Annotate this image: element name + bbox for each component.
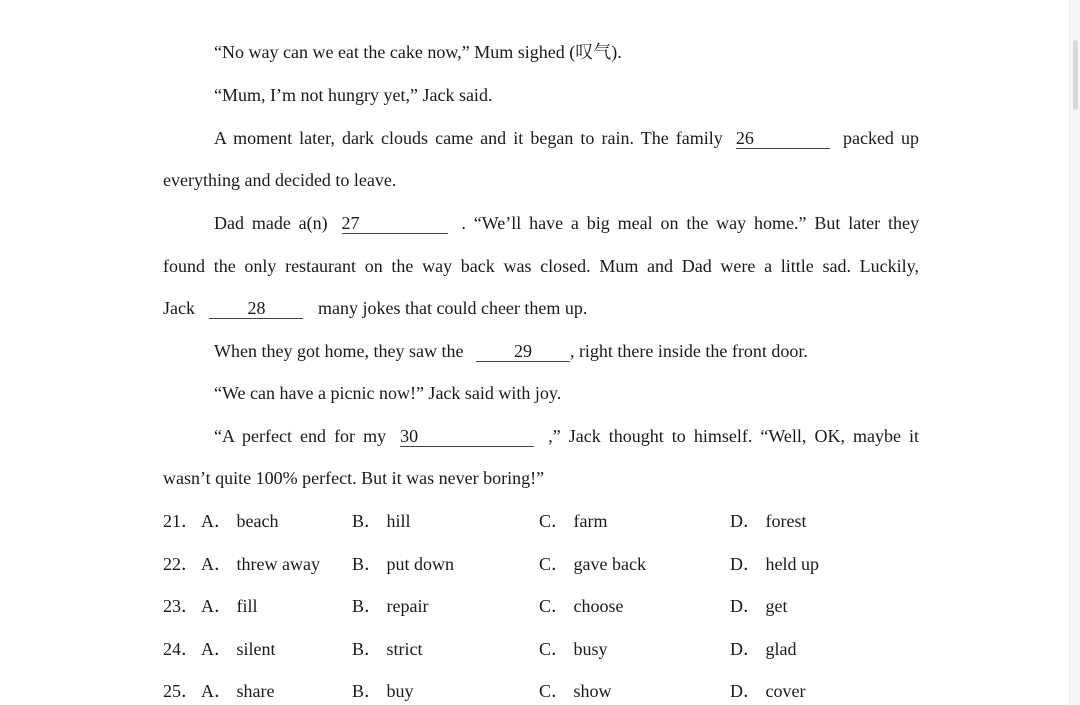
- passage-text: “A perfect end for my: [214, 426, 387, 446]
- passage-text: everything and decided to leave.: [163, 170, 397, 190]
- option-b: B． repair: [352, 596, 429, 616]
- option-d: D． forest: [730, 511, 807, 531]
- passage-text: many jokes that could cheer them up.: [317, 298, 588, 318]
- passage-text: “Mum, I’m not hungry yet,” Jack said.: [214, 85, 493, 105]
- passage-line: [214, 127, 919, 149]
- blank-29: 29: [476, 341, 570, 362]
- option-c: C． farm: [539, 511, 608, 531]
- option-c: C． choose: [539, 596, 624, 616]
- question-number: 24．: [163, 639, 199, 659]
- question-22: [163, 552, 863, 576]
- passage-line: [214, 382, 919, 404]
- passage-text: . “We’ll have a big meal on the way home.” But later they: [461, 213, 920, 233]
- question-number: 25．: [163, 681, 199, 701]
- option-d: D． get: [730, 596, 788, 616]
- scrollbar-thumb[interactable]: [1073, 40, 1078, 110]
- passage-text: found the only restaurant on the way back was closed. Mum and Dad were a little sad. Luckily,: [163, 256, 919, 276]
- question-number: 22．: [163, 554, 199, 574]
- blank-30: 30: [400, 426, 534, 447]
- vertical-scrollbar[interactable]: [1069, 0, 1080, 705]
- passage-line: [163, 467, 919, 489]
- passage-text: , right there inside the front door.: [569, 341, 808, 361]
- passage-line: [214, 84, 919, 106]
- passage-text: packed up: [842, 128, 920, 148]
- passage-line: [163, 255, 919, 277]
- passage-text: A moment later, dark clouds came and it began to rain. The family: [214, 128, 723, 148]
- blank-26: 26: [736, 128, 830, 149]
- option-a: A． fill: [201, 596, 258, 616]
- option-c: C． busy: [539, 639, 608, 659]
- blank-27: 27: [342, 213, 448, 234]
- passage-line: [163, 297, 919, 319]
- passage-text: Dad made a(n): [214, 213, 328, 233]
- question-23: [163, 594, 863, 618]
- passage-text: When they got home, they saw the: [214, 341, 464, 361]
- passage-text: ,” Jack thought to himself. “Well, OK, maybe it: [548, 426, 920, 446]
- passage-text: Jack: [163, 298, 195, 318]
- passage-text: “We can have a picnic now!” Jack said with joy.: [214, 383, 562, 403]
- passage-text: wasn’t quite 100% perfect. But it was never boring!”: [163, 468, 545, 488]
- option-b: B． strict: [352, 639, 423, 659]
- question-21: [163, 509, 863, 533]
- passage-line: [163, 169, 919, 191]
- passage-line: [214, 340, 919, 362]
- blank-28: 28: [209, 298, 303, 319]
- passage-text: “No way can we eat the cake now,” Mum sighed (叹气).: [214, 42, 622, 62]
- question-number: 23．: [163, 596, 199, 616]
- option-d: D． cover: [730, 681, 806, 701]
- option-c: C． show: [539, 681, 612, 701]
- question-24: [163, 637, 863, 661]
- passage-line: [214, 41, 919, 63]
- option-a: A． share: [201, 681, 275, 701]
- question-number: 21．: [163, 511, 199, 531]
- option-d: D． glad: [730, 639, 797, 659]
- option-a: A． silent: [201, 639, 276, 659]
- passage-line: [214, 212, 919, 234]
- option-a: A． threw away: [201, 554, 320, 574]
- option-b: B． buy: [352, 681, 414, 701]
- option-a: A． beach: [201, 511, 279, 531]
- option-b: B． hill: [352, 511, 411, 531]
- option-d: D． held up: [730, 554, 819, 574]
- option-c: C． gave back: [539, 554, 646, 574]
- question-25: [163, 679, 863, 703]
- option-b: B． put down: [352, 554, 455, 574]
- passage-line: [214, 425, 919, 447]
